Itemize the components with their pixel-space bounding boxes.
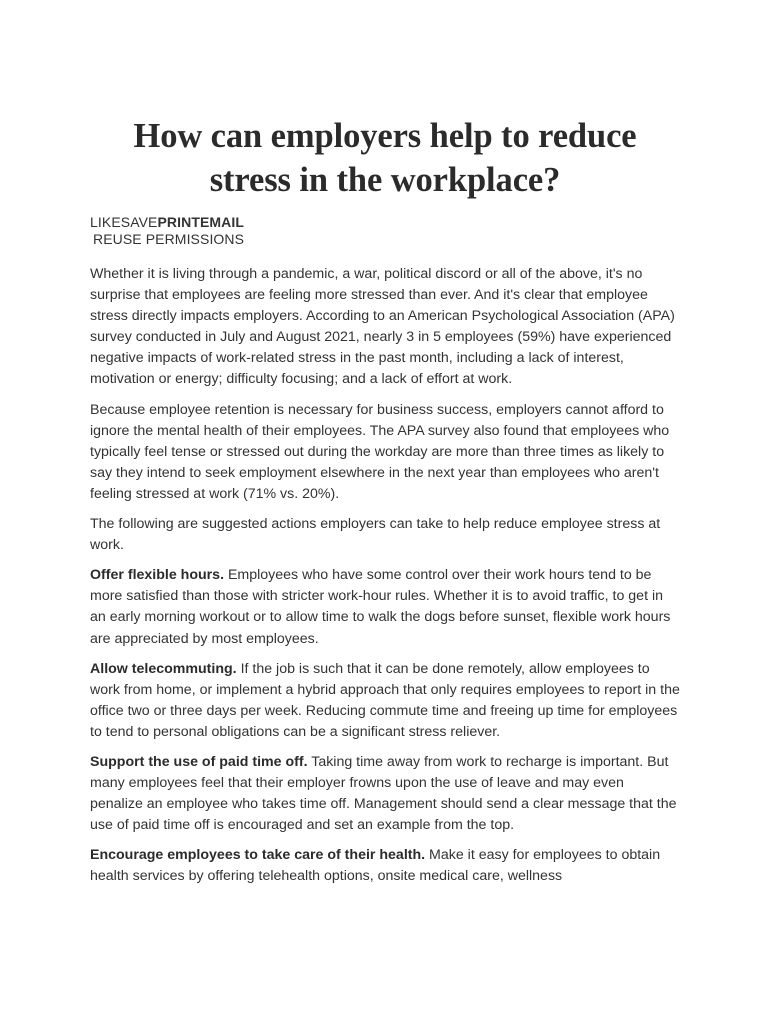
paragraph-text: Whether it is living through a pandemic, a war, political discord or all of the above, it's no surprise that employees are feeling more stressed than ever. And it's clear that employee stress directly impacts employers. According to an American Psychological Association (APA) survey conducted in July and August 2021, nearly 3 in 5 employees (59%) have experienced negative impacts of work-related stress in the past month, including a lack of interest, motivation or energy; difficulty focusing; and a lack of effort at work.: [90, 266, 675, 388]
reuse-permissions-link[interactable]: REUSE PERMISSIONS: [93, 231, 245, 247]
paragraph-text: Taking time away from work to recharge is important. But many employees feel that their employer frowns upon the use of leave and may even penalize an employee who takes time off. Management should send a clear message that the use of paid time off is encouraged and set an example from the top.: [90, 753, 677, 834]
paragraph-text: If the job is such that it can be done remotely, allow employees to work from home, or implement a hybrid approach that only requires employees to report in the office two or three days per week. Reducing commute time and freeing up time for employees to tend to personal obligations can be a significant stress reliever.: [90, 660, 680, 740]
paragraph-health: [90, 845, 680, 887]
paragraph-intro: [90, 264, 680, 391]
paragraph-suggested-actions: [90, 514, 680, 556]
article-title: How can employers help to reduce stress in the workplace?: [133, 117, 637, 199]
paragraph-flexible-hours: [90, 565, 680, 649]
print-link[interactable]: PRINT: [157, 214, 200, 230]
paragraph-text: Because employee retention is necessary for business success, employers cannot afford to ignore the mental health of their employees. The APA survey also found that employees who typically feel tense or stressed out during the workday are more than three times as likely to say they intend to seek employment elsewhere in the next year than employees who aren't feeling stressed at work (71% vs. 20%).: [90, 401, 670, 502]
save-link[interactable]: SAVE: [120, 214, 158, 230]
paragraph-text: Employees who have some control over their work hours tend to be more satisfied than those with stricter work-hour rules. Whether it is to avoid traffic, to get in an early morning workout or to allow time to walk the dogs before sunset, flexible work hours are appreciated by most employees.: [90, 567, 671, 647]
paragraph-retention: [90, 400, 680, 505]
paragraph-lead: Allow telecommuting.: [90, 660, 237, 677]
paragraph-lead: Encourage employees to take care of their health.: [90, 847, 426, 864]
paragraph-paid-time-off: [90, 752, 680, 836]
article-actions: [90, 214, 680, 231]
like-link[interactable]: LIKE: [90, 214, 121, 230]
email-link[interactable]: EMAIL: [199, 214, 245, 230]
paragraph-lead: Support the use of paid time off.: [90, 753, 308, 770]
paragraph-telecommuting: [90, 659, 680, 743]
paragraph-lead: Offer flexible hours.: [90, 567, 225, 584]
paragraph-text: Make it easy for employees to obtain health services by offering telehealth options, onsite medical care, wellness: [90, 847, 661, 885]
paragraph-text: The following are suggested actions employers can take to help reduce employee stress at work.: [90, 516, 661, 554]
